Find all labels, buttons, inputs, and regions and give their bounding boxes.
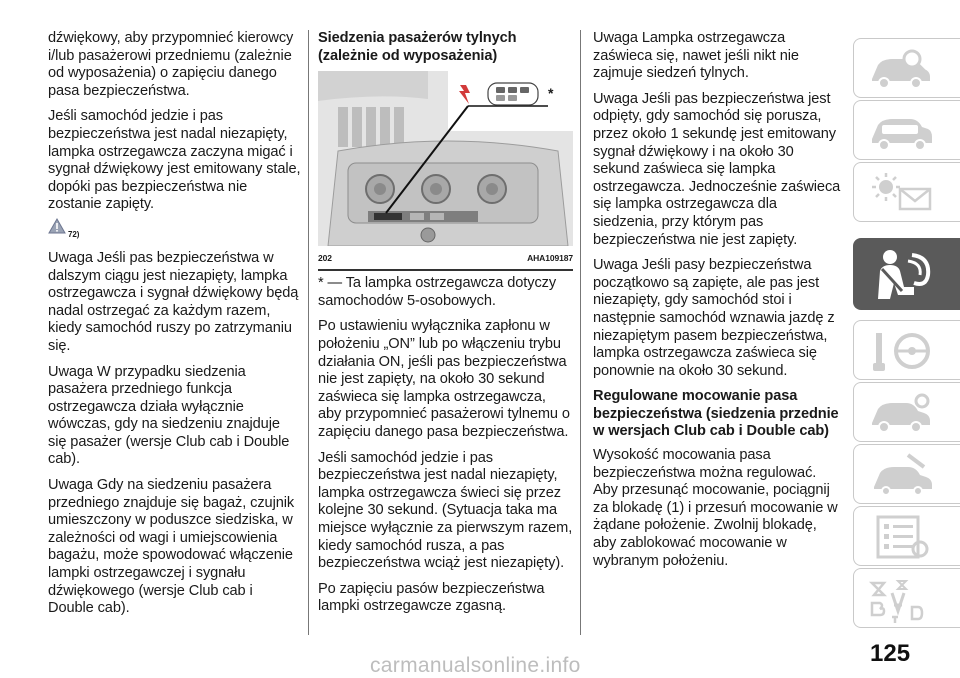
tab-warning-lights[interactable]: [853, 162, 960, 222]
tab-index[interactable]: [853, 568, 960, 628]
tab-car-search[interactable]: [853, 38, 960, 98]
alphabet-index-icon: [868, 577, 938, 625]
seatbelt-airbag-icon: [868, 247, 938, 303]
figure-caption: [318, 250, 573, 268]
column-divider: [308, 30, 309, 635]
page-number: 125: [870, 640, 911, 667]
column-divider: [580, 30, 581, 635]
specifications-list-icon: [868, 515, 938, 559]
warning-reference[interactable]: [48, 218, 301, 240]
paragraph: Jeśli samochód jedzie i pas bezpieczeństwa jest nadal niezapięty, lampka ostrzegawcza zaczyna migać i sygnał dźwiękowy jest emitowany stale, dopóki pas bezpieczeństwa nie zostanie zapięty.: [48, 108, 301, 213]
paragraph: Uwaga Lampka ostrzegawcza zaświeca się, nawet jeśli nikt nie zajmuje siedzeń tylnych.: [593, 30, 799, 82]
watermark-text[interactable]: carmanualsonline.info: [370, 654, 581, 677]
text-column-3: [593, 30, 843, 578]
car-tools-icon: [868, 391, 938, 435]
tab-emergency[interactable]: [853, 382, 960, 442]
warning-light-message-icon: [868, 171, 938, 215]
text-column-1: [48, 30, 301, 626]
tab-car-dashboard[interactable]: [853, 100, 960, 160]
paragraph: Uwaga Jeśli pas bezpieczeństwa jest odpięty, gdy samochód się porusza, przez około 1 sekundę jest emitowany sygnał dźwiękowy i na około 30 sekund zaświeca się lampka ostrzegawcza. Jednocześnie zaświeca się lampka ostrzegawcza dla siedzenia, przy którym pas bezpieczeństwa nie jest zapięty.: [593, 90, 841, 248]
text-column-2: [318, 30, 573, 624]
paragraph: * — Ta lampka ostrzegawcza dotyczy samochodów 5-osobowych.: [318, 275, 557, 309]
figure-code: AHA109187: [527, 252, 573, 263]
section-heading: Regulowane mocowanie pasa bezpieczeństwa (siedzenia przednie w wersjach Club cab i Double cab): [593, 388, 839, 440]
section-heading: Siedzenia pasażerów tylnych (zależnie od wyposażenia): [318, 30, 517, 64]
paragraph: Uwaga Gdy na siedzeniu pasażera przedniego znajduje się bagaż, czujnik umieszczony w poduszce siedziska, w zależności od wagi i umiejscowienia bagażu, może spowodować włączenie lampki ostrzegawczej i sygnału dźwiękowego (wersje Club cab i Double cab).: [48, 477, 295, 617]
car-dashboard-icon: [868, 109, 938, 153]
tab-specifications[interactable]: [853, 506, 960, 566]
paragraph: Jeśli samochód jedzie i pas bezpieczeństwa jest nadal niezapięty, lampka ostrzegawcza świeci się przez kolejne 30 sekund. (Sytuacja taka ma miejsce wyłącznie za pierwszym razem, kiedy samochód rusza, a pas bezpieczeństwa wciąż jest niezapięty).: [318, 449, 573, 572]
paragraph: Po zapięciu pasów bezpieczeństwa lampki ostrzegawcze zgasną.: [318, 580, 545, 615]
tools-steering-icon: [868, 329, 938, 373]
paragraph: Uwaga W przypadku siedzenia pasażera przedniego funkcja ostrzegawcza działa wyłącznie wówczas, gdy na siedzeniu znajduje się pasażer (wersje Club cab i Double cab).: [48, 363, 290, 468]
chapter-tabs: [853, 0, 960, 678]
dashboard-photo: [318, 71, 573, 246]
car-search-icon: [868, 47, 938, 91]
tab-safety[interactable]: [853, 238, 960, 310]
tab-maintenance[interactable]: [853, 444, 960, 504]
paragraph: Uwaga Jeśli pas bezpieczeństwa w dalszym ciągu jest niezapięty, lampka ostrzegawcza i sygnał dźwiękowy będą nadal ostrzegać za każdym razem, kiedy samochód ruszy po zatrzymaniu się.: [48, 249, 299, 354]
paragraph: Uwaga Jeśli pasy bezpieczeństwa początkowo są zapięte, ale pas jest niezapięty, gdy samochód stoi i następnie samochód wznawia jazdę z niezapiętym pasem bezpieczeństwa, lampka ostrzegawcza zaświeca się ponownie na około 30 sekund.: [593, 257, 835, 379]
tab-driving[interactable]: [853, 320, 960, 380]
car-breakdown-icon: [868, 453, 938, 497]
paragraph: Po ustawieniu wyłącznika zapłonu w położeniu „ON” lub po włączeniu trybu działania ON, jeśli pas bezpieczeństwa nie jest zapięty, na około 30 sekund zaświeca się lampka ostrzegawcza, aby przypomnieć pasażerowi tylnemu o zapięciu danego pasa bezpieczeństwa.: [318, 318, 570, 440]
warning-triangle-icon: [48, 218, 66, 234]
dashboard-illustration: [318, 71, 573, 246]
figure-star: *: [548, 85, 554, 102]
figure-202: [318, 71, 573, 271]
warning-ref-number: 72): [68, 229, 80, 239]
figure-number: 202: [318, 252, 332, 263]
paragraph: dźwiękowy, aby przypomnieć kierowcy i/lub pasażerowi przedniemu (zależnie od wyposażenia) o zapięciu danego pasa bezpieczeństwa.: [48, 30, 294, 99]
paragraph: Wysokość mocowania pasa bezpieczeństwa można regulować. Aby przesunąć mocowanie, pociągnij za blokadę (1) i przesuń mocowanie w żądane położenie. Zwolnij blokadę, aby zablokować mocowanie w wybranym położeniu.: [593, 447, 838, 569]
